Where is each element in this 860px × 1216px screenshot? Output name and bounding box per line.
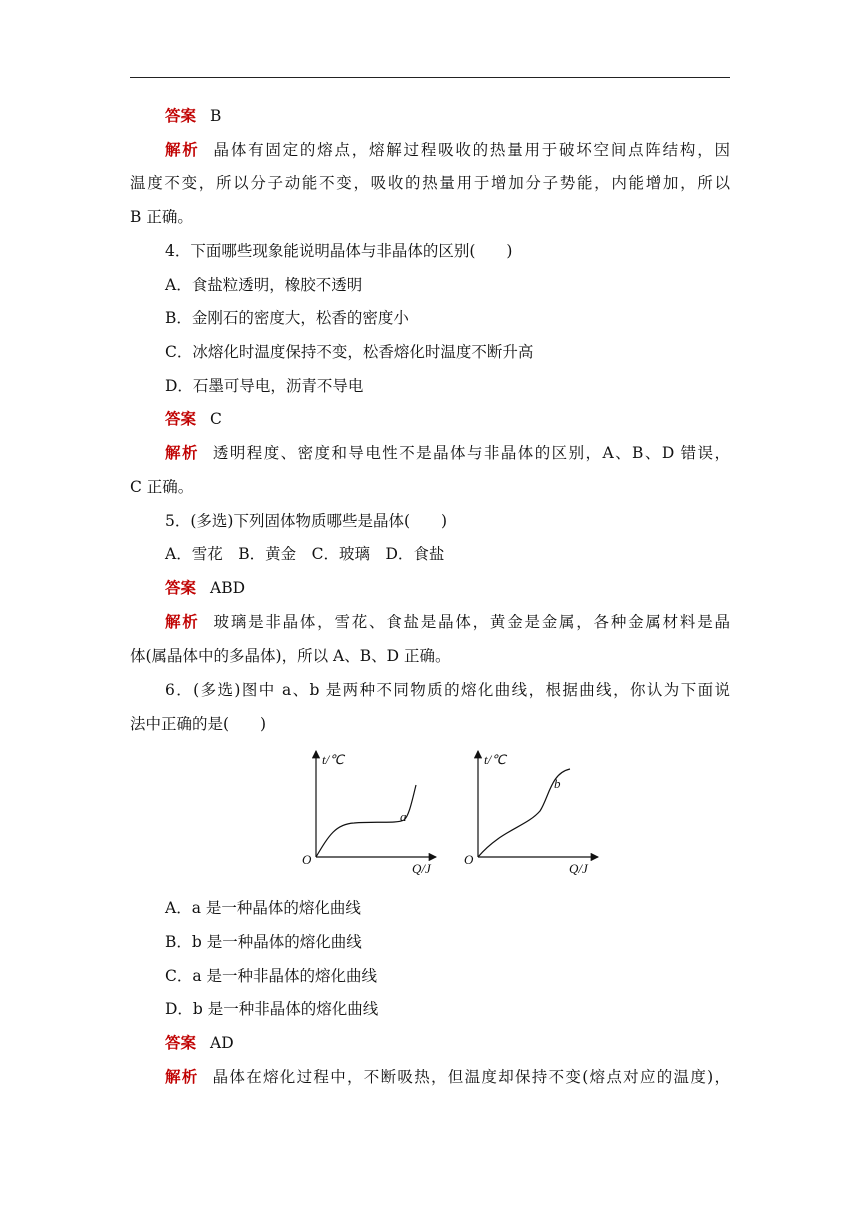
q5-analysis-line-1 bbox=[130, 612, 730, 632]
melting-curves-svg bbox=[296, 745, 606, 880]
q4-analysis-line-1 bbox=[130, 443, 730, 463]
plot-b-y-label: t/℃ bbox=[484, 752, 506, 767]
melting-curves-figure bbox=[296, 745, 606, 880]
plot-a-origin: O bbox=[302, 852, 312, 867]
q6-analysis-line-1 bbox=[130, 1067, 730, 1087]
q3-answer-line bbox=[130, 106, 730, 126]
answer-label: 答案 bbox=[165, 579, 197, 597]
q4-option-d: D．石墨可导电，沥青不导电 bbox=[165, 377, 364, 395]
header-rule bbox=[130, 77, 730, 78]
q5-analysis-line-2: 体(属晶体中的多晶体)，所以 A、B、D 正确。 bbox=[130, 647, 451, 665]
q3-analysis-line-1 bbox=[130, 140, 730, 160]
q4-option-b: B．金刚石的密度大，松香的密度小 bbox=[165, 309, 409, 327]
q3-analysis-line-2: 温度不变，所以分子动能不变，吸收的热量用于增加分子势能，内能增加，所以 bbox=[130, 174, 730, 192]
q6-option-d: D．b 是一种非晶体的熔化曲线 bbox=[165, 1000, 379, 1018]
q4-answer-line bbox=[130, 409, 730, 429]
q4-option-c: C．冰熔化时温度保持不变，松香熔化时温度不断升高 bbox=[165, 343, 534, 361]
q6-option-b: B．b 是一种晶体的熔化曲线 bbox=[165, 933, 362, 951]
plot-b-origin: O bbox=[464, 852, 474, 867]
curve-b-label: b bbox=[554, 776, 561, 791]
q5-analysis-text-1: 玻璃是非晶体，雪花、食盐是晶体，黄金是金属，各种金属材料是晶 bbox=[213, 613, 730, 631]
q4-analysis-text-1: 透明程度、密度和导电性不是晶体与非晶体的区别，A、B、D 错误， bbox=[212, 444, 730, 462]
analysis-label: 解析 bbox=[165, 444, 199, 462]
q6-stem-line-2: 法中正确的是( ) bbox=[130, 715, 267, 733]
answer-label: 答案 bbox=[165, 1034, 197, 1052]
q5-options: A．雪花 B．黄金 C．玻璃 D．食盐 bbox=[165, 545, 445, 563]
q3-answer: B bbox=[210, 107, 222, 125]
plot-a-y-label: t/℃ bbox=[322, 752, 344, 767]
analysis-label: 解析 bbox=[165, 1068, 199, 1086]
answer-label: 答案 bbox=[165, 410, 197, 428]
q5-answer: ABD bbox=[210, 579, 246, 597]
analysis-label: 解析 bbox=[165, 613, 200, 631]
q4-stem: 4．下面哪些现象能说明晶体与非晶体的区别( ) bbox=[165, 242, 513, 260]
q5-stem: 5．(多选)下列固体物质哪些是晶体( ) bbox=[165, 512, 448, 530]
q6-answer-line bbox=[130, 1033, 730, 1053]
q3-analysis-text-1: 晶体有固定的熔点，熔解过程吸收的热量用于破坏空间点阵结构，因 bbox=[213, 141, 730, 159]
q6-answer: AD bbox=[210, 1034, 234, 1052]
q6-analysis-text-1: 晶体在熔化过程中，不断吸热，但温度却保持不变(熔点对应的温度)， bbox=[212, 1068, 730, 1086]
plot-a-x-label: Q/J bbox=[412, 861, 431, 876]
q5-answer-line bbox=[130, 578, 730, 598]
q6-stem-line-1: 6．(多选)图中 a、b 是两种不同物质的熔化曲线，根据曲线，你认为下面说 bbox=[165, 681, 730, 699]
answer-label: 答案 bbox=[165, 107, 197, 125]
q6-option-c: C．a 是一种非晶体的熔化曲线 bbox=[165, 967, 378, 985]
q3-analysis-line-3: B 正确。 bbox=[130, 208, 193, 226]
q4-option-a: A．食盐粒透明，橡胶不透明 bbox=[165, 276, 363, 294]
q6-option-a: A．a 是一种晶体的熔化曲线 bbox=[165, 899, 361, 917]
plot-a bbox=[302, 751, 436, 876]
curve-a-label: a bbox=[400, 809, 407, 824]
plot-b bbox=[464, 751, 598, 876]
plot-b-x-label: Q/J bbox=[569, 861, 588, 876]
q4-answer: C bbox=[210, 410, 222, 428]
analysis-label: 解析 bbox=[165, 141, 200, 159]
q4-analysis-line-2: C 正确。 bbox=[130, 478, 194, 496]
